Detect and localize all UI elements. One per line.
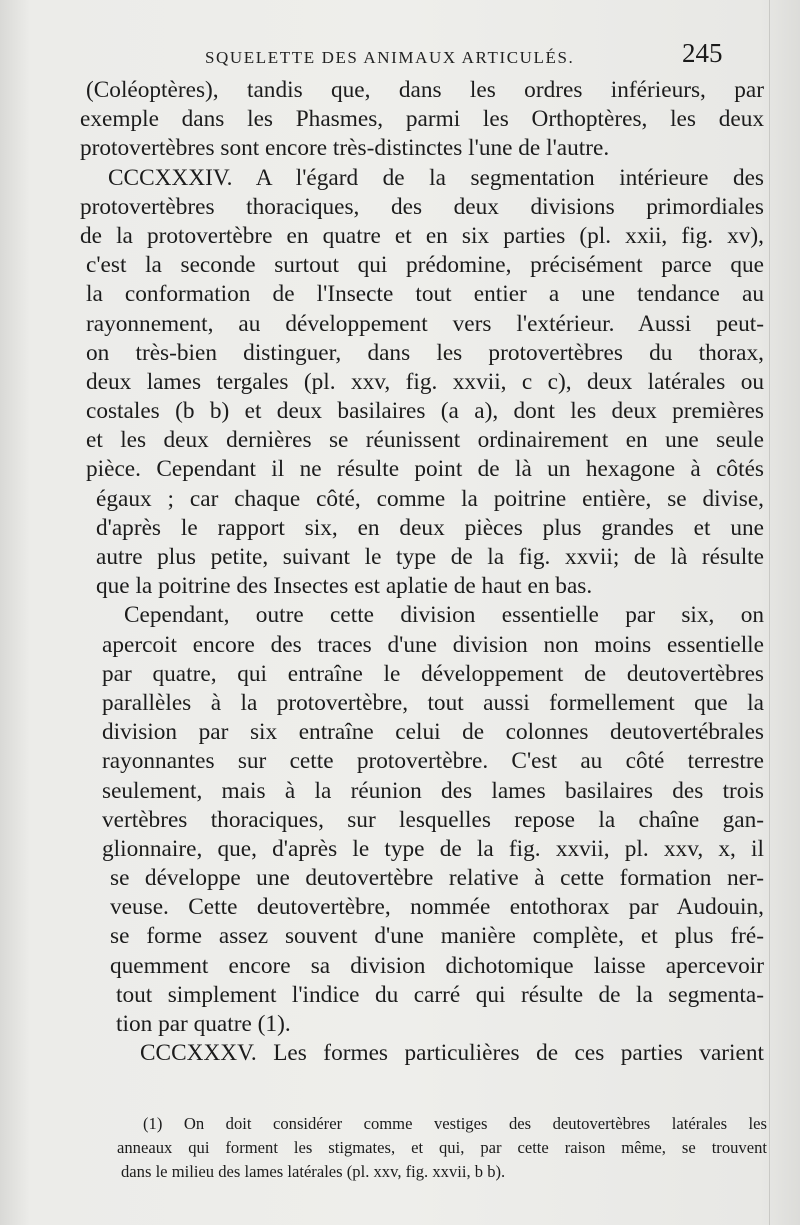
paragraph-start-line: Cependant, outre cette division essentielle par six, on <box>124 602 764 629</box>
text-line: protovertèbres thoraciques, des deux divisions primordiales <box>80 193 764 220</box>
text-line: de la protovertèbre en quatre et en six parties (pl. xxii, fig. xv), <box>80 222 764 249</box>
text-line: costales (b b) et deux basilaires (a a), dont les deux premières <box>86 398 764 425</box>
text-line: tion par quatre (1). <box>116 1011 291 1037</box>
text-line: pièce. Cependant il ne résulte point de là un hexagone à côtés <box>86 456 764 483</box>
text-line: par quatre, qui entraîne le développement de deutovertèbres <box>102 660 764 687</box>
text-line: quemment encore sa division dichotomique laisse apercevoir <box>110 952 764 979</box>
footnote-line: (1) On doit considérer comme vestiges des deutovertèbres latérales les <box>143 1114 767 1133</box>
text-line: rayonnantes sur cette protovertèbre. C'est au côté terrestre <box>102 748 764 775</box>
paragraph-start-line: CCCXXXV. Les formes particulières de ces parties varient <box>140 1040 764 1067</box>
text-line: on très-bien distinguer, dans les protovertèbres du thorax, <box>86 339 764 366</box>
text-line: (Coléoptères), tandis que, dans les ordres inférieurs, par <box>86 77 764 103</box>
page-edge-shadow <box>769 0 800 1225</box>
text-line: protovertèbres sont encore très-distinctes l'une de l'autre. <box>80 135 610 162</box>
page-number: 245 <box>682 38 723 68</box>
page-header <box>0 38 800 74</box>
text-line: glionnaire, que, d'après le type de la fig. xxvii, pl. xxv, x, il <box>102 835 764 862</box>
text-line: la conformation de l'Insecte tout entier a une tendance au <box>86 281 764 308</box>
footnote-line: anneaux qui forment les stigmates, et qui, par cette raison même, se trouvent <box>117 1138 767 1157</box>
text-line: deux lames tergales (pl. xxv, fig. xxvii, c c), deux latérales ou <box>86 368 764 395</box>
text-line: exemple dans les Phasmes, parmi les Orthoptères, les deux <box>80 106 764 133</box>
text-line: d'après le rapport six, en deux pièces plus grandes et une <box>96 514 764 541</box>
text-line: se développe une deutovertèbre relative à cette formation ner- <box>110 865 764 892</box>
text-line: rayonnement, au développement vers l'extérieur. Aussi peut- <box>86 310 764 337</box>
text-line: apercoit encore des traces d'une division non moins essentielle <box>102 631 764 658</box>
text-line: seulement, mais à la réunion des lames basilaires des trois <box>102 777 764 804</box>
text-line: égaux ; car chaque côté, comme la poitrine entière, se divise, <box>96 485 764 512</box>
footnote-line: dans le milieu des lames latérales (pl. xxv, fig. xxvii, b b). <box>121 1162 506 1181</box>
paragraph-start-line: CCCXXXIV. A l'égard de la segmentation intérieure des <box>108 164 764 191</box>
text-line: c'est la seconde surtout qui prédomine, précisément parce que <box>86 252 764 279</box>
running-head: SQUELETTE DES ANIMAUX ARTICULÉS. <box>205 48 575 67</box>
main-text <box>80 76 764 1068</box>
text-line: veuse. Cette deutovertèbre, nommée entothorax par Audouin, <box>110 894 764 921</box>
text-line: que la poitrine des Insectes est aplatie de haut en bas. <box>96 573 593 600</box>
text-line: et les deux dernières se réunissent ordinairement en une seule <box>86 427 764 454</box>
text-line: parallèles à la protovertèbre, tout aussi formellement que la <box>102 689 764 716</box>
text-line: tout simplement l'indice du carré qui résulte de la segmenta- <box>116 981 764 1008</box>
text-line: division par six entraîne celui de colonnes deutovertébrales <box>102 719 764 746</box>
text-line: se forme assez souvent d'une manière complète, et plus fré- <box>110 923 764 950</box>
text-line: vertèbres thoraciques, sur lesquelles repose la chaîne gan- <box>102 806 764 833</box>
text-line: autre plus petite, suivant le type de la fig. xxvii; de là résulte <box>96 544 764 570</box>
footnote <box>115 1112 767 1184</box>
